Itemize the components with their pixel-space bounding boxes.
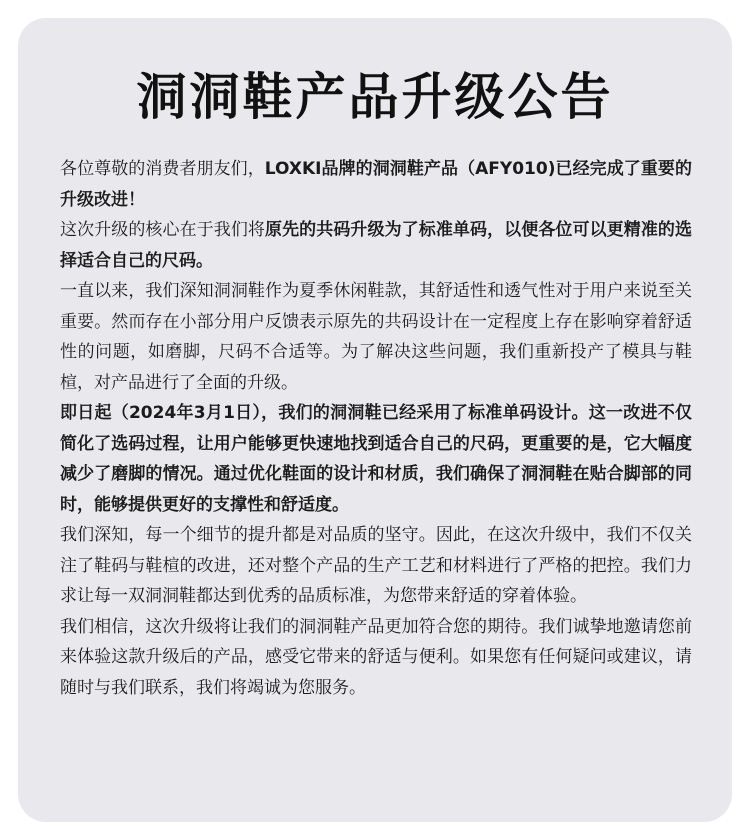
- greeting-text: 各位尊敬的消费者朋友们，: [60, 159, 265, 179]
- core-upgrade-text: 这次升级的核心在于我们将: [60, 220, 265, 240]
- core-upgrade-bold-text: 原先的共码升级为了标准单码，以便各位可以更精准的选择适合自己的尺码。: [60, 220, 692, 271]
- greeting-bold-text: LOXKI品牌的洞洞鞋产品（AFY010)已经完成了重要的升级改进！: [60, 159, 692, 210]
- paragraph-quality: 我们深知，每一个细节的提升都是对品质的坚守。因此，在这次升级中，我们不仅关注了鞋码与鞋楦的改进，还对整个产品的生产工艺和材料进行了严格的把控。我们力求让每一双洞洞鞋都达到优秀的品质标准，为您带来舒适的穿着体验。: [60, 525, 692, 606]
- paragraph-core-upgrade: [60, 215, 692, 276]
- announcement-body: [60, 154, 692, 703]
- paragraph-greeting: [60, 154, 692, 215]
- paragraph-effective-date: 即日起（2024年3月1日），我们的洞洞鞋已经采用了标准单码设计。这一改进不仅简化了选码过程，让用户能够更快速地找到适合自己的尺码，更重要的是，它大幅度减少了磨脚的情况。通过优化鞋面的设计和材质，我们确保了洞洞鞋在贴合脚部的同时，能够提供更好的支撑性和舒适度。: [60, 403, 692, 515]
- announcement-title: 洞洞鞋产品升级公告: [136, 68, 614, 126]
- paragraph-invitation: 我们相信，这次升级将让我们的洞洞鞋产品更加符合您的期待。我们诚挚地邀请您前来体验这款升级后的产品，感受它带来的舒适与便利。如果您有任何疑问或建议，请随时与我们联系，我们将竭诚为您服务。: [60, 616, 692, 698]
- paragraph-background: 一直以来，我们深知洞洞鞋作为夏季休闲鞋款，其舒适性和透气性对于用户来说至关重要。然而存在小部分用户反馈表示原先的共码设计在一定程度上存在影响穿着舒适性的问题，如磨脚，尺码不合适等。为了解决这些问题，我们重新投产了模具与鞋楦，对产品进行了全面的升级。: [60, 281, 692, 393]
